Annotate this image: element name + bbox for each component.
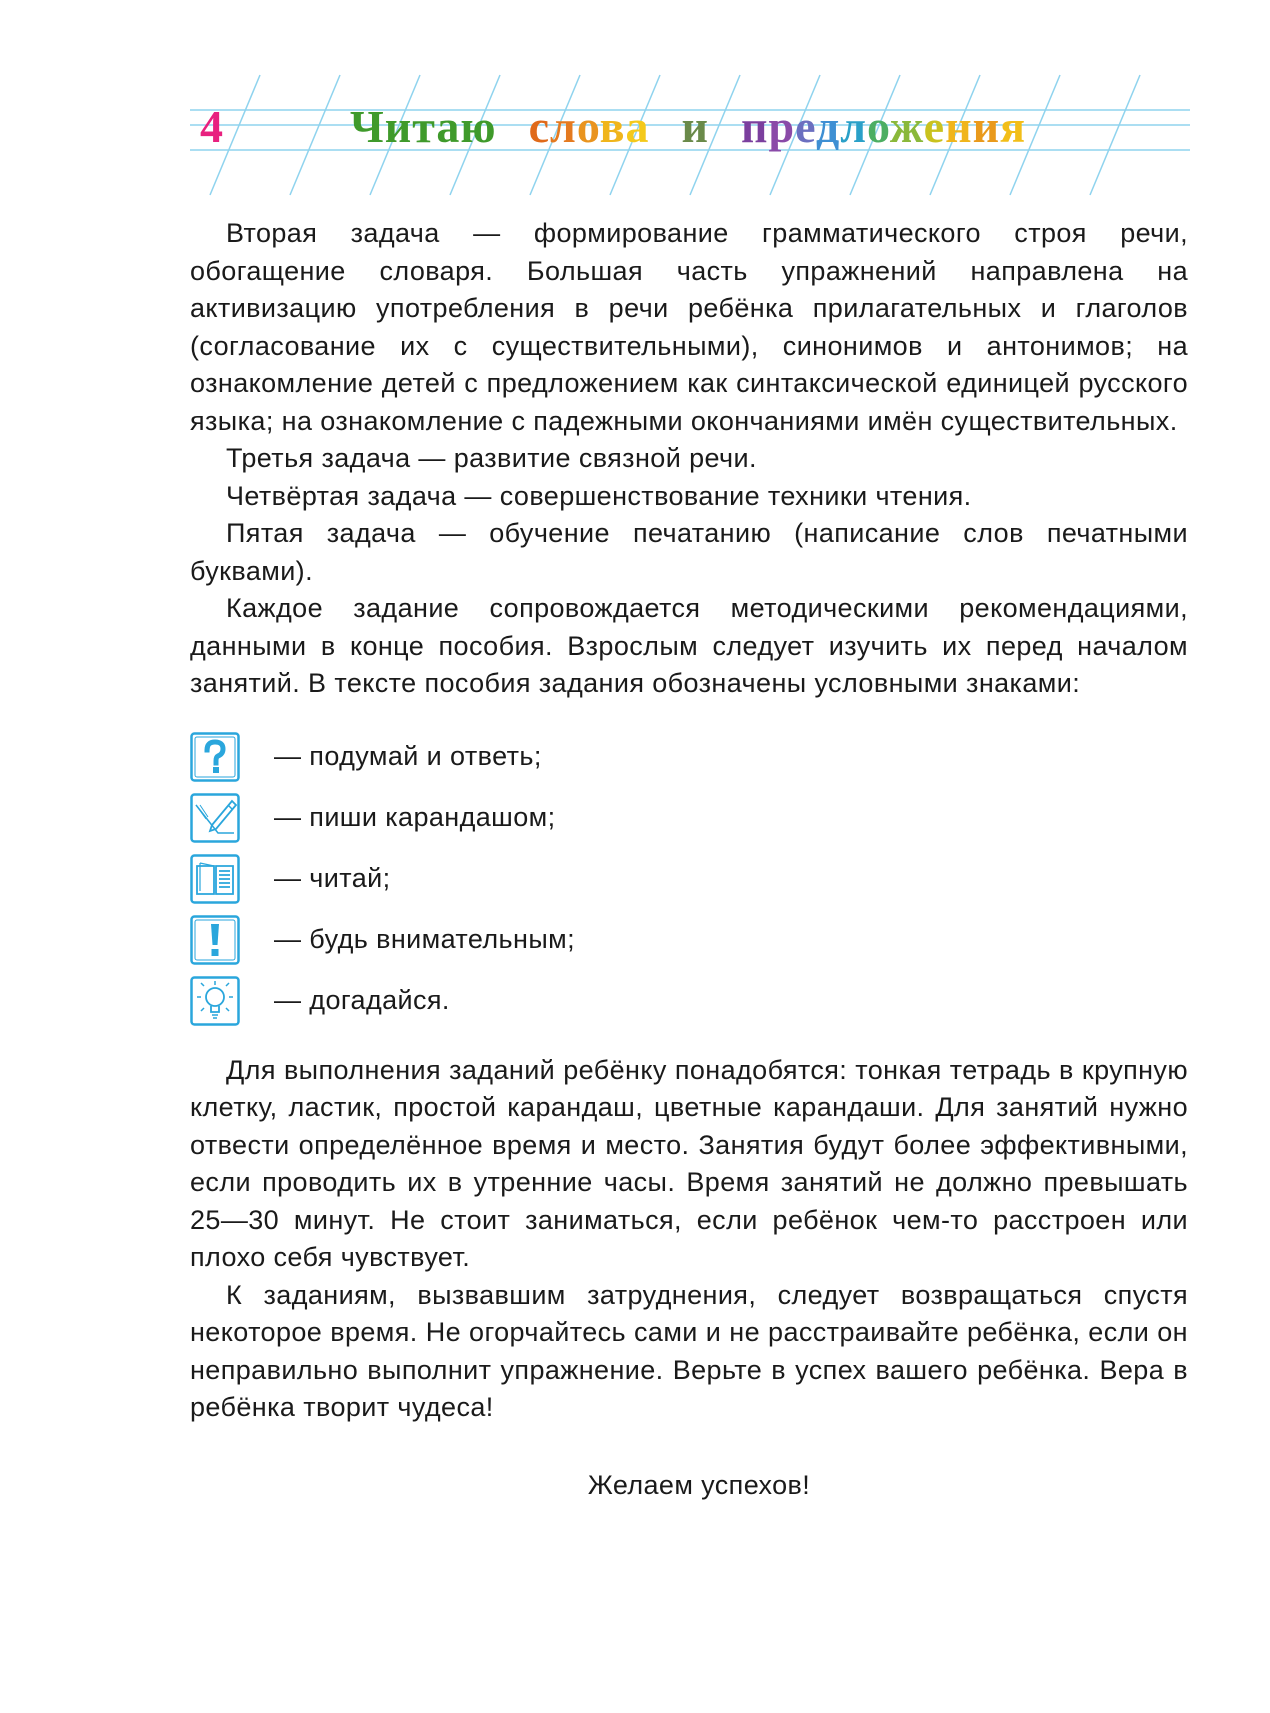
advice-paragraphs — [190, 1052, 1188, 1427]
exclamation-icon — [190, 915, 240, 965]
slant-line — [290, 75, 340, 195]
title-word — [741, 101, 1026, 152]
title-letter: с — [528, 101, 550, 152]
paragraph: Для выполнения заданий ребёнку понадобятся: тонкая тетрадь в крупную клетку, ластик, простой карандаш, цветные карандаши. Для занятий нужно отвести определённое время и место. Занятия будут более эффективными, если проводить их в утренние часы. Время занятий не должно превышать 25—30 минут. Не стоит заниматься, если ребёнок чем-то расстроен или плохо себя чувствует. — [190, 1054, 1188, 1272]
title-letter: е — [795, 101, 816, 152]
title-letter: е — [923, 101, 946, 152]
legend-item — [190, 849, 1188, 910]
book-icon — [190, 854, 240, 904]
legend-item — [190, 788, 1188, 849]
title-letter: н — [945, 101, 973, 152]
legend-text: — догадайся. — [274, 985, 450, 1016]
title-letter: Читаю — [350, 101, 497, 152]
paragraph: Каждое задание сопровождается методическими рекомендациями, данными в конце пособия. Взрослым следует изучить их перед началом занятий. В тексте пособия задания обозначены условными знаками: — [190, 593, 1188, 698]
title-letter: и — [972, 101, 1001, 152]
closing-wish: Желаем успехов! — [587, 1469, 811, 1500]
handwriting-ruling — [0, 0, 1270, 200]
paragraph: Четвёртая задача — совершенствование техники чтения. — [226, 480, 972, 511]
slant-line — [1090, 75, 1140, 195]
question-icon — [190, 732, 240, 782]
title-letter: ж — [889, 101, 924, 152]
title-letter: о — [867, 101, 890, 152]
paragraph: Вторая задача — формирование грамматического строя речи, обогащение словаря. Большая часть упражнений направлена на активизацию употребления в речи ребёнка прилагательных и глаголов (согласование их с существительными), синонимов и антонимов; на ознакомление детей с предложением как синтаксической единицей русского языка; на ознакомление с падежными окончаниями имён существительных. — [190, 218, 1188, 436]
title-word — [529, 101, 650, 152]
legend-text: — пиши карандашом; — [274, 802, 556, 833]
intro-paragraphs — [190, 215, 1188, 703]
title-letter: я — [1000, 101, 1026, 152]
legend-item — [190, 727, 1188, 788]
title-letter: а — [625, 101, 650, 152]
title-letter: в — [599, 101, 626, 152]
main-text — [190, 215, 1188, 1504]
legend-item — [190, 971, 1188, 1032]
legend-item — [190, 910, 1188, 971]
title-word — [350, 101, 497, 152]
symbols-legend — [190, 727, 1188, 1032]
title-letter: о — [576, 101, 600, 152]
paragraph: Третья задача — развитие связной речи. — [226, 443, 757, 473]
title-letter: п — [741, 101, 769, 152]
paragraph: Пятая задача — обучение печатанию (написание слов печатными буквами). — [190, 518, 1188, 586]
page-number: 4 — [200, 101, 223, 152]
legend-text: — будь внимательным; — [274, 924, 576, 955]
title-letter: л — [840, 101, 868, 152]
paragraph: К заданиям, вызвавшим затруднения, следует возвращаться спустя некоторое время. Не огорчайтесь сами и не расстраивайте ребёнка, если он неправильно выполнит упражнение. Верьте в успех вашего ребёнка. Вера в ребёнка творит чудеса! — [190, 1279, 1188, 1422]
chapter-title — [350, 101, 1026, 152]
page-header — [0, 0, 1270, 200]
lightbulb-icon — [190, 976, 240, 1026]
title-word — [682, 101, 710, 152]
title-letter: л — [550, 101, 577, 152]
legend-text: — подумай и ответь; — [274, 741, 542, 772]
title-letter: и — [681, 101, 710, 152]
pencil-icon — [190, 793, 240, 843]
title-letter: р — [768, 101, 796, 152]
title-letter: д — [815, 101, 841, 152]
legend-text: — читай; — [274, 863, 391, 894]
